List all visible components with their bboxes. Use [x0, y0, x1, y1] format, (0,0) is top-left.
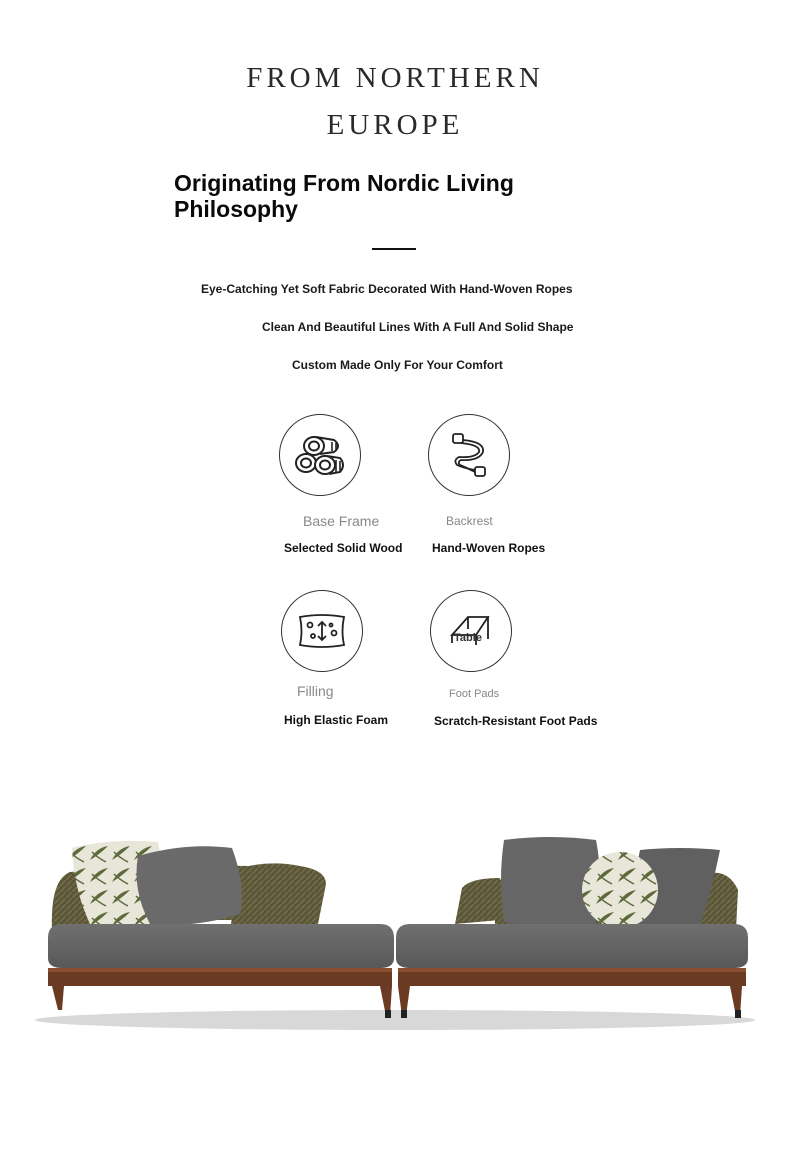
spec-description-base-frame: Selected Solid Wood — [284, 541, 403, 555]
foam-icon — [281, 590, 363, 672]
spec-description-foot-pads: Scratch-Resistant Foot Pads — [434, 714, 598, 728]
spec-category-filling: Filling — [297, 683, 334, 699]
page-subtitle: Originating From Nordic Living Philosophy — [174, 170, 514, 222]
sofa-image — [0, 820, 790, 1050]
spec-category-foot-pads: Foot Pads — [449, 688, 500, 700]
spec-category-backrest: Backrest — [446, 514, 493, 528]
feature-line-1: Eye-Catching Yet Soft Fabric Decorated With Hand-Woven Ropes — [201, 282, 573, 296]
feature-line-3: Custom Made Only For Your Comfort — [292, 358, 503, 372]
divider — [372, 248, 416, 250]
page-title-line-1: FROM NORTHERN — [246, 62, 544, 94]
spec-category-base-frame: Base Frame — [303, 513, 380, 529]
rope-icon — [428, 414, 510, 496]
spec-description-filling: High Elastic Foam — [284, 713, 389, 727]
wood-logs-icon — [279, 414, 361, 496]
spec-description-backrest: Hand-Woven Ropes — [432, 541, 546, 555]
page-title-line-2: EUROPE — [326, 109, 464, 141]
svg-text:Table: Table — [454, 632, 482, 644]
feature-line-2: Clean And Beautiful Lines With A Full And Solid Shape — [262, 320, 574, 334]
table-foot-icon — [430, 590, 512, 672]
